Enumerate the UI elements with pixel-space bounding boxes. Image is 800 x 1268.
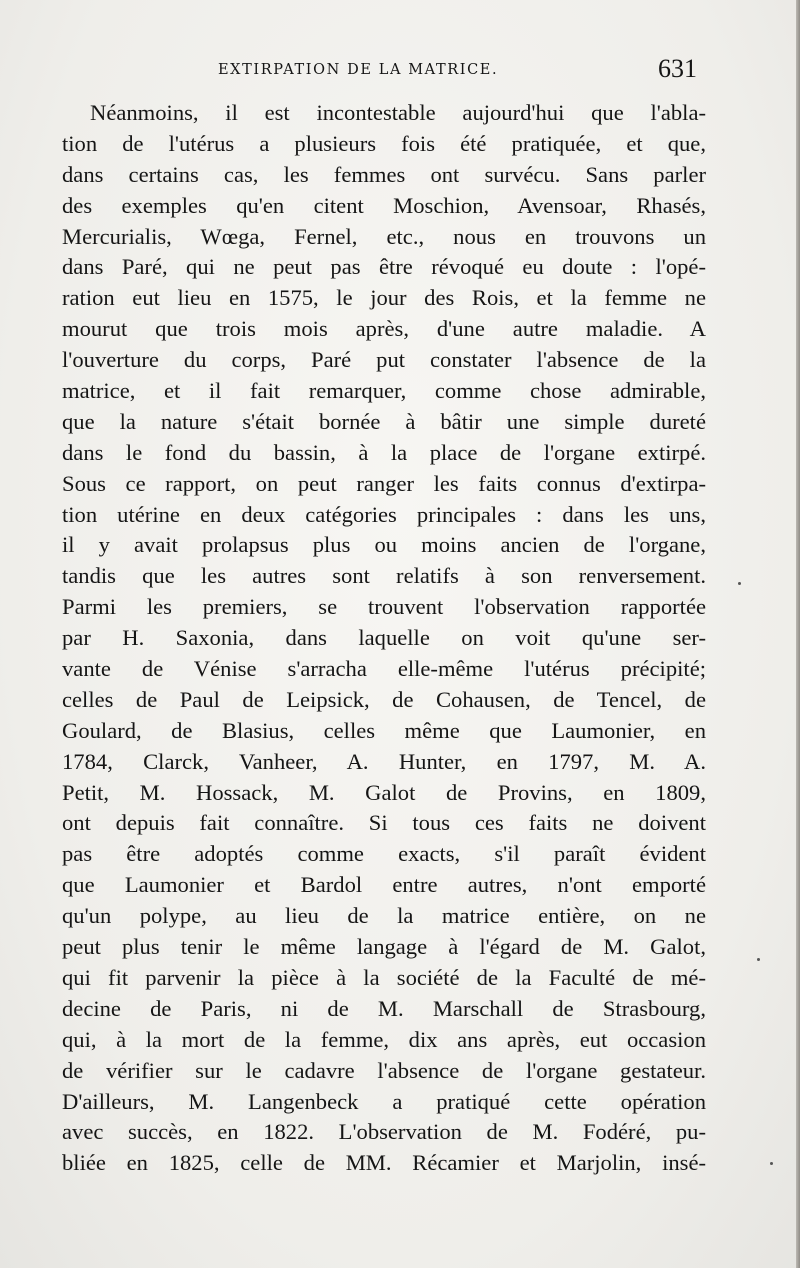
- text-line: dans le fond du bassin, à la place de l'organe extirpé.: [62, 439, 706, 465]
- text-line: mourut que trois mois après, d'une autre maladie. A: [62, 316, 706, 342]
- text-line: qui, à la mort de la femme, dix ans après, eut occasion: [62, 1026, 706, 1052]
- paper-speck: [757, 958, 760, 961]
- paper-speck: [770, 1162, 773, 1165]
- text-line: il y avait prolapsus plus ou moins ancien de l'organe,: [62, 532, 706, 558]
- text-line: que la nature s'était bornée à bâtir une simple dureté: [62, 408, 706, 434]
- text-line: tion utérine en deux catégories principales : dans les uns,: [62, 501, 706, 527]
- page-edge-shadow: [796, 0, 800, 1268]
- text-line: ration eut lieu en 1575, le jour des Rois, et la femme ne: [62, 285, 706, 311]
- text-line: Sous ce rapport, on peut ranger les faits connus d'extirpa-: [62, 470, 706, 496]
- text-line: qu'un polype, au lieu de la matrice entière, on ne: [62, 903, 706, 929]
- text-line: avec succès, en 1822. L'observation de M. Fodéré, pu-: [62, 1119, 706, 1145]
- text-line: de vérifier sur le cadavre l'absence de l'organe gestateur.: [62, 1057, 706, 1083]
- text-line: peut plus tenir le même langage à l'égard de M. Galot,: [62, 934, 706, 960]
- text-line: vante de Vénise s'arracha elle-même l'utérus précipité;: [62, 656, 706, 682]
- text-line: pas être adoptés comme exacts, s'il paraît évident: [62, 841, 706, 867]
- text-line: l'ouverture du corps, Paré put constater l'absence de la: [62, 347, 706, 373]
- text-line: celles de Paul de Leipsick, de Cohausen, de Tencel, de: [62, 686, 706, 712]
- text-line: D'ailleurs, M. Langenbeck a pratiqué cette opération: [62, 1088, 706, 1114]
- text-line: Parmi les premiers, se trouvent l'observation rapportée: [62, 594, 706, 620]
- text-line: 1784, Clarck, Vanheer, A. Hunter, en 1797, M. A.: [62, 748, 706, 774]
- text-line: par H. Saxonia, dans laquelle on voit qu'une ser-: [62, 625, 706, 651]
- text-line: Néanmoins, il est incontestable aujourd'hui que l'abla-: [90, 100, 706, 125]
- text-line: Petit, M. Hossack, M. Galot de Provins, en 1809,: [62, 779, 706, 805]
- text-line: bliée en 1825, celle de MM. Récamier et Marjolin, insé-: [62, 1150, 706, 1176]
- text-line: tion de l'utérus a plusieurs fois été pratiquée, et que,: [62, 130, 706, 156]
- text-line: decine de Paris, ni de M. Marschall de Strasbourg,: [62, 995, 706, 1021]
- body-paragraph: [62, 98, 706, 1179]
- page-number: 631: [658, 54, 697, 83]
- text-line: dans Paré, qui ne peut pas être révoqué eu doute : l'opé-: [62, 254, 706, 280]
- page-header: [62, 56, 712, 86]
- text-line: Goulard, de Blasius, celles même que Laumonier, en: [62, 717, 706, 743]
- text-line: tandis que les autres sont relatifs à son renversement.: [62, 563, 706, 589]
- text-line: des exemples qu'en citent Moschion, Avensoar, Rhasés,: [62, 192, 706, 218]
- text-line: matrice, et il fait remarquer, comme chose admirable,: [62, 378, 706, 404]
- text-line: qui fit parvenir la pièce à la société de la Faculté de mé-: [62, 964, 706, 990]
- paper-speck: [738, 582, 741, 585]
- text-line: que Laumonier et Bardol entre autres, n'ont emporté: [62, 872, 706, 898]
- text-line: Mercurialis, Wœga, Fernel, etc., nous en trouvons un: [62, 223, 706, 249]
- running-head: EXTIRPATION DE LA MATRICE.: [218, 62, 499, 78]
- text-line: ont depuis fait connaître. Si tous ces faits ne doivent: [62, 810, 706, 836]
- text-line: dans certains cas, les femmes ont survécu. Sans parler: [62, 161, 706, 187]
